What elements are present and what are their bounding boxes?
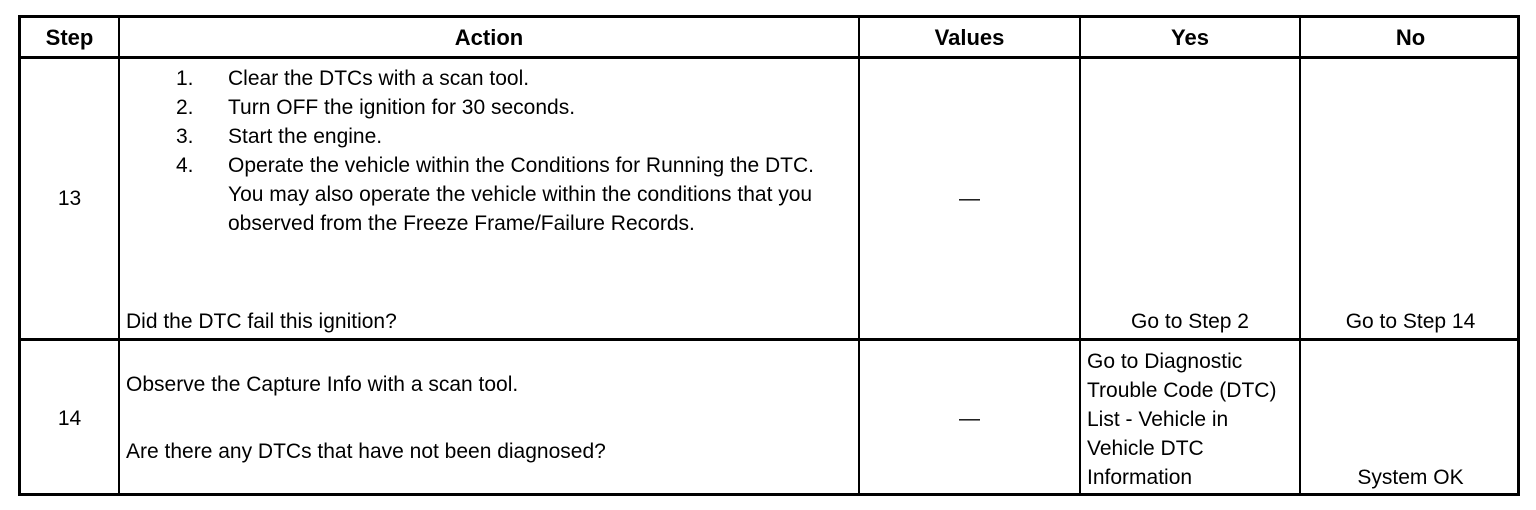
action-cell (120, 341, 858, 496)
header-action: Action (454, 24, 524, 50)
header-step: Step (45, 24, 94, 50)
no-link[interactable]: System OK (1357, 466, 1464, 489)
action-question: Are there any DTCs that have not been diagnosed? (126, 440, 606, 463)
yes-link[interactable]: Go to Step 2 (1131, 310, 1249, 333)
action-cell (120, 59, 858, 338)
diagnostic-table (18, 15, 1520, 496)
no-link[interactable]: Go to Step 14 (1345, 310, 1476, 333)
values-cell: — (959, 407, 980, 430)
action-steps (126, 64, 838, 238)
header-yes: Yes (1171, 24, 1209, 50)
values-cell: — (959, 187, 980, 210)
action-question: Did the DTC fail this ignition? (126, 310, 397, 333)
header-no: No (1395, 24, 1426, 50)
step-number: 13 (57, 187, 82, 210)
action-step: 1. Clear the DTCs with a scan tool. (176, 67, 530, 90)
step-number: 14 (57, 407, 82, 430)
action-step: 2. Turn OFF the ignition for 30 seconds. (176, 96, 576, 119)
header-values: Values (934, 24, 1005, 50)
action-step: 4. Operate the vehicle within the Conditions for Running the DTC. You may also operate the vehicle within the conditions that you observed from the Freeze Frame/Failure Records. (176, 154, 814, 235)
action-instruction: Observe the Capture Info with a scan tool. (126, 373, 519, 396)
yes-link[interactable]: Go to Diagnostic Trouble Code (DTC) List - Vehicle in Vehicle DTC Information (1087, 350, 1277, 489)
action-step: 3. Start the engine. (176, 125, 383, 148)
